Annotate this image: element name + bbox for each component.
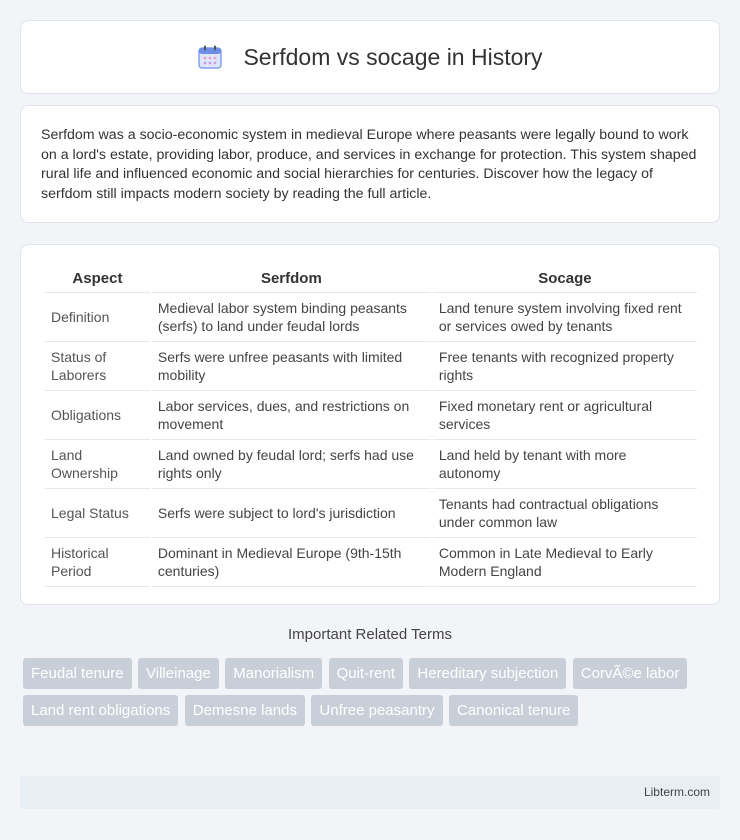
serfdom-cell: Dominant in Medieval Europe (9th-15th centuries) [152,538,431,587]
intro-text: Serfdom was a socio-economic system in medieval Europe where peasants were legally bound to work on a lord's estate, providing labor, produce, and services in exchange for protection. This system shaped rural life and influenced economic and social hierarchies for centuries. Discover how the legacy of serfdom still impacts modern society by reading the full article. [41,127,697,202]
aspect-cell: Status of Laborers [45,342,150,391]
aspect-cell: Obligations [45,391,150,440]
table-row [45,538,697,587]
serfdom-cell: Medieval labor system binding peasants (serfs) to land under feudal lords [152,293,431,342]
socage-cell: Land held by tenant with more autonomy [433,440,697,489]
intro-card [20,105,720,223]
socage-cell: Fixed monetary rent or agricultural services [433,391,697,440]
table-row [45,440,697,489]
related-term-tag[interactable]: Quit-rent [329,658,403,689]
column-header-aspect: Aspect [45,265,150,293]
serfdom-cell: Labor services, dues, and restrictions on movement [152,391,431,440]
related-term-tag[interactable]: Demesne lands [185,695,305,726]
page-title: Serfdom vs socage in History [243,43,543,70]
related-term-tag[interactable]: Feudal tenure [23,658,132,689]
table-row [45,391,697,440]
footer [20,776,720,809]
related-term-tag[interactable]: Villeinage [138,658,219,689]
socage-cell: Free tenants with recognized property rights [433,342,697,391]
serfdom-cell: Serfs were unfree peasants with limited mobility [152,342,431,391]
column-header-socage: Socage [433,265,697,293]
aspect-cell: Definition [45,293,150,342]
table-row [45,342,697,391]
related-term-tag[interactable]: Manorialism [225,658,322,689]
socage-cell: Tenants had contractual obligations under common law [433,489,697,538]
related-term-tag[interactable]: Hereditary subjection [409,658,566,689]
socage-cell: Common in Late Medieval to Early Modern England [433,538,697,587]
column-header-serfdom: Serfdom [152,265,431,293]
serfdom-cell: Serfs were subject to lord's jurisdiction [152,489,431,538]
related-term-tag[interactable]: Unfree peasantry [311,695,442,726]
related-term-tag[interactable]: Land rent obligations [23,695,178,726]
related-term-tag[interactable]: Canonical tenure [449,695,578,726]
table-row [45,293,697,342]
header-card [20,20,720,94]
table-header-row [45,265,697,293]
related-term-tag[interactable]: CorvÃ©e labor [573,658,688,689]
aspect-cell: Legal Status [45,489,150,538]
footer-site-link[interactable]: Libterm.com [643,785,710,799]
related-terms-title: Important Related Terms [288,626,452,643]
socage-cell: Land tenure system involving fixed rent or services owed by tenants [433,293,697,342]
table-row [45,489,697,538]
serfdom-cell: Land owned by feudal lord; serfs had use rights only [152,440,431,489]
aspect-cell: Historical Period [45,538,150,587]
comparison-table [43,265,699,587]
related-terms-list [23,658,723,732]
aspect-cell: Land Ownership [45,440,150,489]
calendar-icon [197,44,223,70]
comparison-card [20,244,720,605]
